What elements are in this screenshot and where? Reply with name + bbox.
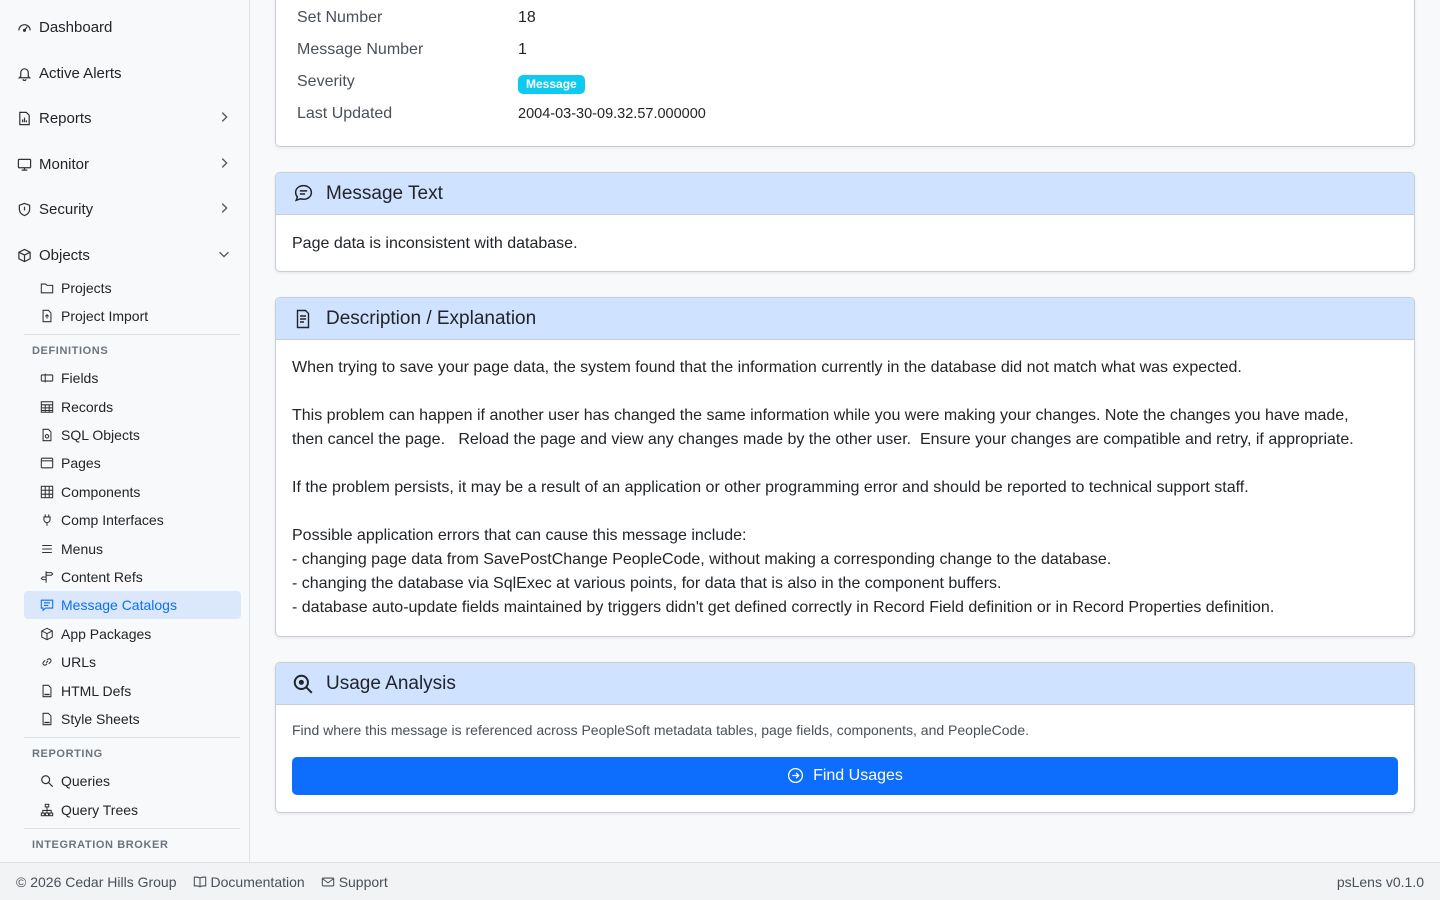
sidebar-item-html-defs[interactable]	[24, 677, 241, 705]
sidebar-item-label: Components	[61, 484, 141, 500]
message-text-card	[275, 172, 1415, 272]
find-usages-button[interactable]	[292, 757, 1398, 795]
card-title: Description / Explanation	[326, 307, 537, 329]
plug-icon	[39, 513, 54, 528]
section-header-integration-broker: INTEGRATION BROKER	[32, 839, 169, 851]
sidebar-item-security[interactable]	[16, 199, 233, 219]
message-details-card	[275, 0, 1415, 147]
card-header	[276, 173, 1414, 215]
file-html-icon	[39, 684, 54, 699]
sidebar-item-label: Records	[61, 399, 114, 415]
sidebar-item-active-alerts[interactable]	[16, 63, 233, 83]
arrow-right-circle-icon	[787, 767, 805, 785]
description-line: If the problem persists, it may be a result of an application or other programming error and should be reported to technical support staff.	[292, 479, 1249, 496]
sidebar-item-label: Dashboard	[39, 18, 113, 36]
sidebar-item-objects[interactable]	[16, 245, 233, 265]
detail-label: Message Number	[297, 41, 424, 58]
sidebar-item-projects[interactable]	[24, 274, 241, 302]
sidebar-item-label: Style Sheets	[61, 711, 140, 727]
sidebar-item-monitor[interactable]	[16, 154, 233, 174]
sidebar-item-label: Monitor	[39, 155, 90, 173]
version-label: psLens v0.1.0	[1336, 873, 1424, 890]
sidebar-item-label: HTML Defs	[61, 683, 132, 699]
chat-text-icon	[39, 598, 54, 613]
fields-icon	[39, 371, 54, 386]
detail-label: Set Number	[297, 9, 383, 26]
detail-label: Severity	[297, 73, 355, 90]
sidebar-item-style-sheets[interactable]	[24, 705, 241, 733]
detail-row-last-updated	[276, 105, 1414, 129]
book-icon	[193, 875, 207, 889]
sidebar-item-dashboard[interactable]	[16, 17, 233, 37]
sidebar-item-pages[interactable]	[24, 449, 241, 477]
description-line: Possible application errors that can cause this message include:	[292, 527, 747, 544]
sidebar-item-sql-objects[interactable]	[24, 421, 241, 449]
chat-text-icon	[292, 183, 314, 205]
support-link[interactable]	[321, 874, 388, 890]
sidebar-item-menus[interactable]	[24, 535, 241, 563]
sidebar-item-message-catalogs[interactable]	[24, 591, 241, 619]
description-line	[292, 452, 1398, 476]
usage-analysis-card	[275, 662, 1415, 813]
detail-row-severity	[276, 73, 1414, 97]
sidebar-item-content-refs[interactable]	[24, 563, 241, 591]
shield-icon	[16, 201, 32, 217]
window-icon	[39, 456, 54, 471]
card-title: Usage Analysis	[326, 672, 456, 694]
message-text-body: Page data is inconsistent with database.	[292, 235, 578, 252]
divider	[24, 737, 240, 738]
status-badge: Message	[518, 75, 585, 94]
detail-value: 2004-03-30-09.32.57.000000	[518, 106, 706, 122]
grid-icon	[39, 485, 54, 500]
section-header-reporting: REPORTING	[32, 748, 103, 760]
sidebar-item-label: SQL Objects	[61, 427, 140, 443]
sidebar-item-project-import[interactable]	[24, 302, 241, 330]
sidebar-item-label: Queries	[61, 773, 111, 789]
file-import-icon	[39, 309, 54, 324]
table-icon	[39, 400, 54, 415]
file-code-icon	[39, 428, 54, 443]
search-icon	[292, 673, 314, 695]
detail-label: Last Updated	[297, 105, 393, 122]
sidebar-item-label: URLs	[61, 654, 97, 670]
chevron-right-icon	[217, 156, 231, 170]
report-icon	[16, 110, 32, 126]
documentation-label: Documentation	[210, 873, 305, 890]
sidebar-item-label: Active Alerts	[39, 64, 122, 82]
description-line: - changing page data from SavePostChange PeopleCode, without making a corresponding change to the database.	[292, 551, 1112, 568]
sidebar-item-label: Security	[39, 200, 94, 218]
copyright: © 2026 Cedar Hills Group	[16, 873, 177, 890]
sidebar-item-reports[interactable]	[16, 108, 233, 128]
sidebar-item-label: Query Trees	[61, 802, 139, 818]
sidebar-item-queries[interactable]	[24, 767, 241, 795]
card-header	[276, 298, 1414, 340]
sidebar-item-label: Comp Interfaces	[61, 512, 164, 528]
chevron-right-icon	[217, 110, 231, 124]
detail-value: 1	[518, 41, 527, 58]
description-line: - database auto-update fields maintained by triggers didn't get defined correctly in Record Field definition or in Record Properties definition.	[292, 599, 1275, 616]
link-icon	[39, 655, 54, 670]
description-line: then cancel the page. Reload the page and view any changes made by the other user. Ensure your changes are compatible and retry, if appropriate.	[292, 431, 1354, 448]
description-line	[292, 380, 1398, 404]
sidebar-item-label: Reports	[39, 109, 92, 127]
search-icon	[39, 774, 54, 789]
sidebar-item-label: Pages	[61, 455, 101, 471]
sidebar-item-label: Projects	[61, 280, 112, 296]
document-icon	[292, 308, 314, 330]
sidebar-item-label: Fields	[61, 370, 99, 386]
divider	[24, 828, 240, 829]
file-css-icon	[39, 712, 54, 727]
support-label: Support	[338, 873, 388, 890]
description-line: - changing the database via SqlExec at various points, for data that is also in the component buffers.	[292, 575, 1002, 592]
sidebar-item-label: App Packages	[61, 626, 152, 642]
section-header-definitions: DEFINITIONS	[32, 345, 109, 357]
sidebar-item-label: Message Catalogs	[61, 597, 177, 613]
chevron-down-icon	[217, 247, 231, 261]
sidebar-item-label: Menus	[61, 541, 104, 557]
chevron-right-icon	[217, 201, 231, 215]
detail-row-set-number	[276, 9, 1414, 33]
sidebar-item-comp-interfaces[interactable]	[24, 506, 241, 534]
sidebar-item-components[interactable]	[24, 478, 241, 506]
divider	[24, 334, 240, 335]
list-icon	[39, 542, 54, 557]
monitor-icon	[16, 156, 32, 172]
find-usages-label: Find Usages	[813, 767, 903, 784]
documentation-link[interactable]	[193, 874, 305, 890]
description-line	[292, 500, 1398, 524]
folder-icon	[39, 281, 54, 296]
detail-row-message-number	[276, 41, 1414, 65]
description-card	[275, 297, 1415, 637]
severity-cell	[518, 75, 585, 94]
envelope-icon	[321, 875, 335, 889]
description-line: When trying to save your page data, the system found that the information currently in the database did not match what was expected.	[292, 359, 1242, 376]
card-title: Message Text	[326, 182, 443, 204]
sidebar-item-fields[interactable]	[24, 364, 241, 392]
detail-value: 18	[518, 9, 536, 26]
card-header	[276, 663, 1414, 705]
sidebar-item-label: Project Import	[61, 308, 149, 324]
sidebar-item-app-packages[interactable]	[24, 620, 241, 648]
sidebar-item-query-trees[interactable]	[24, 796, 241, 824]
signpost-icon	[39, 570, 54, 585]
diagram-icon	[39, 803, 54, 818]
speedometer-icon	[16, 19, 32, 35]
footer	[0, 862, 1440, 900]
usage-hint: Find where this message is referenced across PeopleSoft metadata tables, page fields, components, and PeopleCode.	[292, 722, 1029, 738]
sidebar-item-urls[interactable]	[24, 648, 241, 676]
sidebar	[0, 0, 250, 862]
sidebar-item-label: Content Refs	[61, 569, 143, 585]
sidebar-item-label: Objects	[39, 246, 90, 264]
box-icon	[39, 627, 54, 642]
box-icon	[16, 247, 32, 263]
bell-icon	[16, 65, 32, 81]
description-line: This problem can happen if another user has changed the same information while you were making your changes. Note the changes you have made,	[292, 407, 1349, 424]
sidebar-item-records[interactable]	[24, 393, 241, 421]
description-body	[276, 340, 1414, 636]
